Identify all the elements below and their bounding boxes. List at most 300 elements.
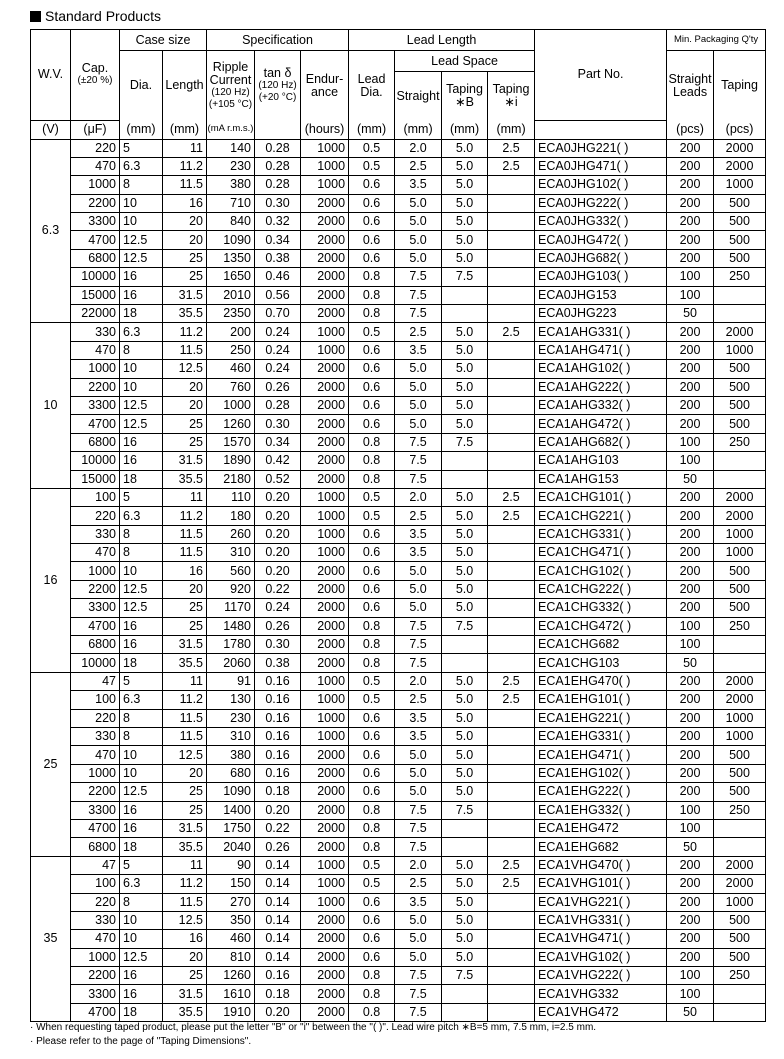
table-row (31, 838, 766, 856)
length-cell: 25 (163, 268, 207, 286)
endurance-cell: 1000 (301, 856, 349, 874)
pack-taping-cell (714, 654, 766, 672)
lead-dia-cell: 0.6 (349, 396, 395, 414)
pack-straight-cell: 200 (667, 378, 714, 396)
part-no-cell: ECA1EHG331( ) (535, 728, 667, 746)
endurance-cell: 1000 (301, 525, 349, 543)
header-endurance (301, 51, 349, 121)
dia-cell: 8 (120, 893, 163, 911)
ripple-cell: 1570 (207, 433, 255, 451)
pack-straight-cell: 200 (667, 139, 714, 157)
pack-taping-cell (714, 838, 766, 856)
ripple-cell: 2010 (207, 286, 255, 304)
header-tan-1: tan δ (263, 66, 292, 80)
ripple-cell: 1090 (207, 783, 255, 801)
taping-b-cell: 5.0 (442, 911, 488, 929)
tan-cell: 0.26 (255, 617, 301, 635)
part-no-cell: ECA1VHG332 (535, 985, 667, 1003)
part-no-cell: ECA1EHG101( ) (535, 691, 667, 709)
length-cell: 11.5 (163, 893, 207, 911)
straight-cell: 3.5 (395, 544, 442, 562)
endurance-cell: 2000 (301, 617, 349, 635)
cap-cell: 220 (71, 507, 120, 525)
endurance-cell: 2000 (301, 654, 349, 672)
pack-taping-cell (714, 452, 766, 470)
pack-straight-cell: 50 (667, 1003, 714, 1021)
wv-cell: 6.3 (31, 139, 71, 323)
pack-straight-cell: 200 (667, 249, 714, 267)
part-no-cell: ECA1AHG222( ) (535, 378, 667, 396)
header-tan-2: (120 Hz) (258, 80, 297, 91)
pack-taping-cell: 1000 (714, 341, 766, 359)
tan-cell: 0.46 (255, 268, 301, 286)
pack-taping-cell: 250 (714, 801, 766, 819)
taping-b-cell: 5.0 (442, 194, 488, 212)
tan-cell: 0.30 (255, 194, 301, 212)
dia-cell: 12.5 (120, 580, 163, 598)
ripple-cell: 1400 (207, 801, 255, 819)
dia-cell: 8 (120, 176, 163, 194)
part-no-cell: ECA1AHG332( ) (535, 396, 667, 414)
length-cell: 25 (163, 783, 207, 801)
length-cell: 11.5 (163, 728, 207, 746)
taping-i-cell: 2.5 (488, 157, 535, 175)
header-endurance-1: Endur- (305, 71, 344, 86)
endurance-cell: 2000 (301, 268, 349, 286)
length-cell: 25 (163, 415, 207, 433)
straight-cell: 5.0 (395, 194, 442, 212)
table-row (31, 415, 766, 433)
endurance-cell: 1000 (301, 875, 349, 893)
pack-straight-cell: 200 (667, 323, 714, 341)
pack-straight-cell: 200 (667, 893, 714, 911)
taping-i-cell (488, 893, 535, 911)
taping-i-cell: 2.5 (488, 875, 535, 893)
taping-b-cell: 5.0 (442, 948, 488, 966)
tan-cell: 0.32 (255, 213, 301, 231)
taping-b-cell: 5.0 (442, 930, 488, 948)
pack-straight-cell: 200 (667, 341, 714, 359)
part-no-cell: ECA1VHG470( ) (535, 856, 667, 874)
length-cell: 20 (163, 231, 207, 249)
pack-straight-cell: 200 (667, 691, 714, 709)
note-taping-dimensions: · Please refer to the page of "Taping Dimensions". (30, 1036, 252, 1047)
length-cell: 35.5 (163, 654, 207, 672)
table-row (31, 544, 766, 562)
taping-b-cell: 5.0 (442, 544, 488, 562)
taping-b-cell (442, 654, 488, 672)
ripple-cell: 710 (207, 194, 255, 212)
taping-b-cell: 5.0 (442, 139, 488, 157)
cap-cell: 22000 (71, 305, 120, 323)
cap-cell: 2200 (71, 580, 120, 598)
header-taping-i-1: Taping (492, 82, 530, 96)
pack-straight-cell: 200 (667, 948, 714, 966)
pack-taping-cell: 500 (714, 562, 766, 580)
length-cell: 31.5 (163, 636, 207, 654)
taping-i-cell (488, 341, 535, 359)
lead-dia-cell: 0.8 (349, 967, 395, 985)
dia-cell: 6.3 (120, 875, 163, 893)
lead-dia-cell: 0.6 (349, 213, 395, 231)
length-cell: 25 (163, 617, 207, 635)
ripple-cell: 230 (207, 157, 255, 175)
cap-cell: 6800 (71, 433, 120, 451)
ripple-cell: 1650 (207, 268, 255, 286)
page-title (30, 8, 161, 24)
ripple-cell: 1350 (207, 249, 255, 267)
pack-taping-cell: 2000 (714, 672, 766, 690)
straight-cell: 5.0 (395, 580, 442, 598)
tan-cell: 0.18 (255, 985, 301, 1003)
table-row (31, 746, 766, 764)
endurance-cell: 2000 (301, 360, 349, 378)
ripple-cell: 90 (207, 856, 255, 874)
straight-cell: 3.5 (395, 176, 442, 194)
dia-cell: 16 (120, 452, 163, 470)
taping-b-cell: 5.0 (442, 507, 488, 525)
straight-cell: 7.5 (395, 967, 442, 985)
part-no-cell: ECA1VHG101( ) (535, 875, 667, 893)
table-row (31, 305, 766, 323)
lead-dia-cell: 0.8 (349, 433, 395, 451)
cap-cell: 3300 (71, 213, 120, 231)
ripple-cell: 810 (207, 948, 255, 966)
cap-cell: 2200 (71, 194, 120, 212)
unit-taping-b: (mm) (442, 120, 488, 139)
taping-i-cell (488, 599, 535, 617)
pack-straight-cell: 100 (667, 801, 714, 819)
cap-cell: 15000 (71, 286, 120, 304)
pack-straight-cell: 200 (667, 875, 714, 893)
pack-taping-cell: 1000 (714, 176, 766, 194)
lead-dia-cell: 0.8 (349, 470, 395, 488)
length-cell: 16 (163, 562, 207, 580)
cap-cell: 1000 (71, 360, 120, 378)
ripple-cell: 1090 (207, 231, 255, 249)
lead-dia-cell: 0.6 (349, 525, 395, 543)
dia-cell: 6.3 (120, 507, 163, 525)
dia-cell: 6.3 (120, 691, 163, 709)
taping-b-cell: 7.5 (442, 433, 488, 451)
length-cell: 20 (163, 948, 207, 966)
ripple-cell: 2060 (207, 654, 255, 672)
cap-cell: 330 (71, 728, 120, 746)
tan-cell: 0.26 (255, 838, 301, 856)
length-cell: 20 (163, 580, 207, 598)
pack-straight-cell: 100 (667, 286, 714, 304)
ripple-cell: 1170 (207, 599, 255, 617)
taping-b-cell: 5.0 (442, 231, 488, 249)
cap-cell: 3300 (71, 801, 120, 819)
table-row (31, 231, 766, 249)
pack-taping-cell: 1000 (714, 544, 766, 562)
tan-cell: 0.16 (255, 691, 301, 709)
unit-hours: (hours) (301, 120, 349, 139)
ripple-cell: 270 (207, 893, 255, 911)
lead-dia-cell: 0.5 (349, 875, 395, 893)
header-taping-b-1: Taping (446, 82, 483, 96)
taping-b-cell (442, 452, 488, 470)
ripple-cell: 91 (207, 672, 255, 690)
dia-cell: 8 (120, 709, 163, 727)
header-lead-dia-2: Dia. (360, 84, 383, 99)
taping-i-cell (488, 911, 535, 929)
cap-cell: 100 (71, 691, 120, 709)
pack-straight-cell: 200 (667, 746, 714, 764)
pack-taping-cell: 250 (714, 617, 766, 635)
pack-taping-cell: 500 (714, 783, 766, 801)
pack-taping-cell: 500 (714, 396, 766, 414)
table-row (31, 470, 766, 488)
tan-cell: 0.28 (255, 139, 301, 157)
dia-cell: 18 (120, 654, 163, 672)
pack-taping-cell: 500 (714, 930, 766, 948)
ripple-cell: 1260 (207, 967, 255, 985)
cap-cell: 4700 (71, 617, 120, 635)
endurance-cell: 2000 (301, 470, 349, 488)
dia-cell: 5 (120, 139, 163, 157)
taping-b-cell: 5.0 (442, 599, 488, 617)
table-row (31, 488, 766, 506)
part-no-cell: ECA1EHG332( ) (535, 801, 667, 819)
lead-dia-cell: 0.5 (349, 691, 395, 709)
ripple-cell: 1480 (207, 617, 255, 635)
part-no-cell: ECA0JHG222( ) (535, 194, 667, 212)
pack-straight-cell: 100 (667, 433, 714, 451)
pack-taping-cell: 2000 (714, 323, 766, 341)
ripple-cell: 1610 (207, 985, 255, 1003)
straight-cell: 3.5 (395, 709, 442, 727)
taping-i-cell (488, 654, 535, 672)
taping-i-cell (488, 930, 535, 948)
pack-taping-cell: 500 (714, 249, 766, 267)
taping-i-cell (488, 728, 535, 746)
tan-cell: 0.20 (255, 1003, 301, 1021)
tan-cell: 0.16 (255, 764, 301, 782)
endurance-cell: 2000 (301, 213, 349, 231)
tan-cell: 0.28 (255, 157, 301, 175)
table-row (31, 562, 766, 580)
length-cell: 31.5 (163, 985, 207, 1003)
taping-i-cell (488, 176, 535, 194)
length-cell: 11.2 (163, 875, 207, 893)
header-taping-b-2: ∗B (455, 95, 474, 109)
dia-cell: 16 (120, 967, 163, 985)
pack-taping-cell: 500 (714, 415, 766, 433)
pack-straight-cell: 50 (667, 838, 714, 856)
taping-b-cell (442, 286, 488, 304)
pack-straight-cell: 50 (667, 470, 714, 488)
pack-straight-cell: 200 (667, 396, 714, 414)
pack-straight-cell: 100 (667, 967, 714, 985)
cap-cell: 220 (71, 709, 120, 727)
ripple-cell: 2040 (207, 838, 255, 856)
straight-cell: 7.5 (395, 801, 442, 819)
taping-b-cell: 5.0 (442, 856, 488, 874)
straight-cell: 2.5 (395, 691, 442, 709)
header-lead-dia (349, 51, 395, 121)
cap-cell: 220 (71, 139, 120, 157)
taping-i-cell (488, 249, 535, 267)
table-row (31, 911, 766, 929)
dia-cell: 18 (120, 838, 163, 856)
table-row (31, 893, 766, 911)
wv-cell: 16 (31, 488, 71, 672)
endurance-cell: 2000 (301, 783, 349, 801)
table-row (31, 672, 766, 690)
header-lead-length: Lead Length (349, 30, 535, 51)
ripple-cell: 2180 (207, 470, 255, 488)
endurance-cell: 1000 (301, 341, 349, 359)
dia-cell: 8 (120, 544, 163, 562)
unit-dia: (mm) (120, 120, 163, 139)
tan-cell: 0.14 (255, 893, 301, 911)
tan-cell: 0.14 (255, 930, 301, 948)
endurance-cell: 2000 (301, 562, 349, 580)
taping-i-cell: 2.5 (488, 691, 535, 709)
header-ripple (207, 51, 255, 121)
endurance-cell: 1000 (301, 709, 349, 727)
table-row (31, 948, 766, 966)
part-no-cell: ECA0JHG153 (535, 286, 667, 304)
taping-b-cell: 5.0 (442, 249, 488, 267)
table-body (31, 139, 766, 1022)
taping-i-cell (488, 213, 535, 231)
lead-dia-cell: 0.6 (349, 746, 395, 764)
pack-straight-cell: 100 (667, 636, 714, 654)
length-cell: 25 (163, 967, 207, 985)
cap-cell: 470 (71, 746, 120, 764)
header-straight-leads-2: Leads (673, 84, 708, 99)
taping-i-cell: 2.5 (488, 507, 535, 525)
taping-i-cell (488, 783, 535, 801)
table-row (31, 433, 766, 451)
pack-straight-cell: 100 (667, 819, 714, 837)
header-taping-i (488, 72, 535, 121)
tan-cell: 0.20 (255, 525, 301, 543)
length-cell: 11.5 (163, 544, 207, 562)
endurance-cell: 2000 (301, 985, 349, 1003)
part-no-cell: ECA0JHG221( ) (535, 139, 667, 157)
straight-cell: 5.0 (395, 911, 442, 929)
table-row (31, 249, 766, 267)
lead-dia-cell: 0.5 (349, 157, 395, 175)
endurance-cell: 2000 (301, 378, 349, 396)
taping-i-cell (488, 231, 535, 249)
header-tan (255, 51, 301, 121)
length-cell: 11.2 (163, 691, 207, 709)
endurance-cell: 1000 (301, 691, 349, 709)
part-no-cell: ECA1CHG101( ) (535, 488, 667, 506)
endurance-cell: 2000 (301, 305, 349, 323)
ripple-cell: 380 (207, 176, 255, 194)
taping-b-cell: 5.0 (442, 893, 488, 911)
cap-cell: 330 (71, 323, 120, 341)
pack-straight-cell: 200 (667, 507, 714, 525)
endurance-cell: 1000 (301, 893, 349, 911)
table-row (31, 360, 766, 378)
endurance-cell: 2000 (301, 746, 349, 764)
tan-cell: 0.20 (255, 544, 301, 562)
lead-dia-cell: 0.6 (349, 599, 395, 617)
cap-cell: 470 (71, 544, 120, 562)
dia-cell: 16 (120, 617, 163, 635)
tan-cell: 0.38 (255, 654, 301, 672)
header-wv: W.V. (31, 30, 71, 121)
part-no-cell: ECA0JHG471( ) (535, 157, 667, 175)
endurance-cell: 2000 (301, 231, 349, 249)
straight-cell: 2.0 (395, 672, 442, 690)
lead-dia-cell: 0.6 (349, 580, 395, 598)
endurance-cell: 2000 (301, 967, 349, 985)
pack-taping-cell (714, 819, 766, 837)
table-row (31, 856, 766, 874)
taping-b-cell (442, 305, 488, 323)
straight-cell: 7.5 (395, 838, 442, 856)
endurance-cell: 2000 (301, 415, 349, 433)
part-no-cell: ECA1VHG331( ) (535, 911, 667, 929)
length-cell: 11.2 (163, 157, 207, 175)
table-row (31, 599, 766, 617)
part-no-cell: ECA0JHG223 (535, 305, 667, 323)
pack-taping-cell: 1000 (714, 728, 766, 746)
table-row (31, 507, 766, 525)
endurance-cell: 2000 (301, 396, 349, 414)
dia-cell: 10 (120, 194, 163, 212)
lead-dia-cell: 0.5 (349, 139, 395, 157)
length-cell: 11.5 (163, 525, 207, 543)
tan-cell: 0.16 (255, 728, 301, 746)
taping-i-cell: 2.5 (488, 488, 535, 506)
taping-b-cell: 5.0 (442, 360, 488, 378)
cap-cell: 100 (71, 875, 120, 893)
dia-cell: 6.3 (120, 323, 163, 341)
tan-cell: 0.16 (255, 967, 301, 985)
cap-cell: 4700 (71, 415, 120, 433)
dia-cell: 12.5 (120, 249, 163, 267)
endurance-cell: 1000 (301, 488, 349, 506)
straight-cell: 7.5 (395, 286, 442, 304)
taping-i-cell (488, 746, 535, 764)
pack-taping-cell: 250 (714, 967, 766, 985)
pack-taping-cell (714, 470, 766, 488)
endurance-cell: 2000 (301, 599, 349, 617)
endurance-cell: 2000 (301, 838, 349, 856)
ripple-cell: 150 (207, 875, 255, 893)
ripple-cell: 130 (207, 691, 255, 709)
header-part-no: Part No. (535, 30, 667, 121)
taping-i-cell (488, 360, 535, 378)
endurance-cell: 1000 (301, 728, 349, 746)
pack-taping-cell: 1000 (714, 525, 766, 543)
tan-cell: 0.42 (255, 452, 301, 470)
cap-cell: 6800 (71, 838, 120, 856)
table-row (31, 139, 766, 157)
part-no-cell: ECA1CHG332( ) (535, 599, 667, 617)
taping-i-cell (488, 415, 535, 433)
taping-i-cell (488, 948, 535, 966)
cap-cell: 1000 (71, 562, 120, 580)
pack-straight-cell: 200 (667, 488, 714, 506)
pack-taping-cell: 2000 (714, 139, 766, 157)
pack-taping-cell: 500 (714, 213, 766, 231)
taping-b-cell: 5.0 (442, 157, 488, 175)
wv-cell: 35 (31, 856, 71, 1022)
taping-i-cell (488, 396, 535, 414)
dia-cell: 16 (120, 801, 163, 819)
dia-cell: 18 (120, 305, 163, 323)
